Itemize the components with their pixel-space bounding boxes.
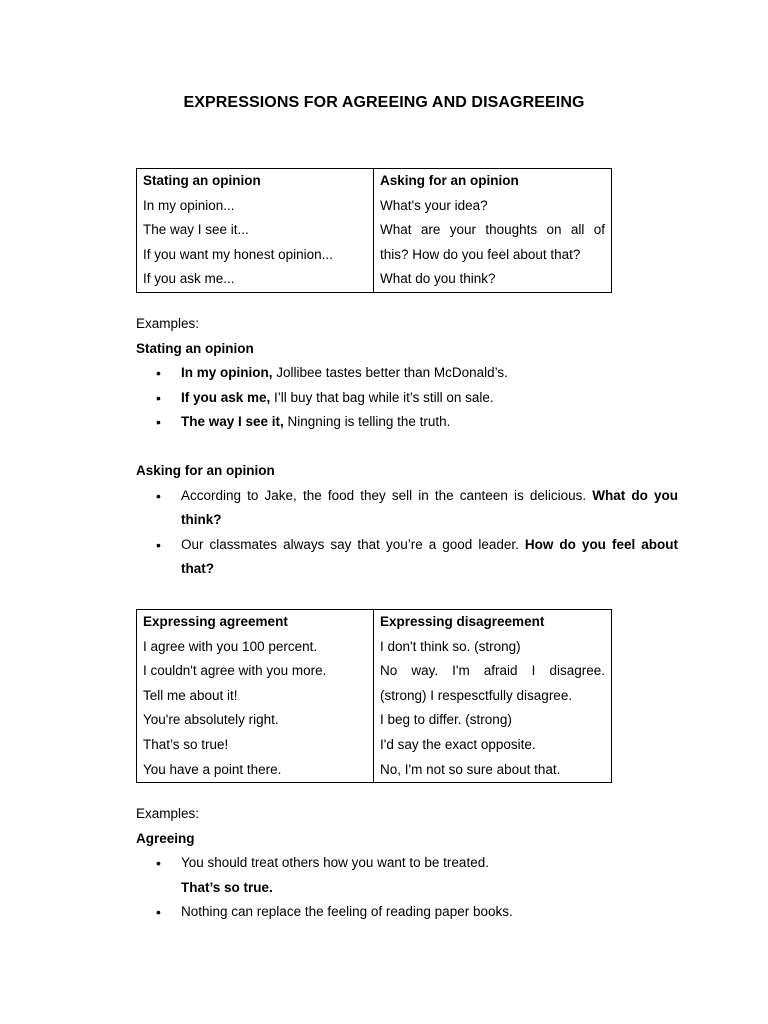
expression-text: What do you think?	[181, 487, 678, 527]
expression-text: If you ask me,	[181, 389, 271, 405]
list-item	[136, 851, 678, 876]
table-cell: I'd say the exact opposite.	[380, 736, 536, 752]
expression-text: In my opinion,	[181, 365, 273, 380]
stating-opinion-column	[137, 169, 374, 293]
table-cell: No way. I'm afraid I disagree.	[380, 663, 605, 679]
example-text: You should treat others how you want to be treated.	[181, 855, 489, 870]
table-cell: No, I'm not so sure about that.	[380, 761, 561, 777]
agreement-column	[137, 610, 374, 783]
list-item	[136, 361, 678, 386]
asking-opinion-column	[374, 169, 612, 293]
opinion-table	[136, 168, 612, 293]
section-heading: Asking for an opinion	[136, 463, 275, 478]
example-text: Nothing can replace the feeling of reading paper books.	[181, 904, 513, 919]
examples-label: Examples:	[136, 806, 200, 821]
table-cell: That’s so true!	[143, 736, 229, 752]
table-cell: I couldn't agree with you more.	[143, 663, 327, 679]
opinion-examples	[136, 312, 678, 582]
example-text: According to Jake, the food they sell in the canteen is delicious.	[181, 487, 593, 503]
table-cell: (strong) I respesctfully disagree.	[380, 687, 573, 703]
examples-label: Examples:	[136, 316, 200, 331]
example-text: I’ll buy that bag while it’s still on sale.	[270, 389, 494, 405]
bullet-icon: •	[156, 365, 161, 381]
list-item	[136, 484, 678, 533]
table-cell: You have a point there.	[143, 761, 282, 777]
asking-examples-list	[136, 484, 678, 582]
stating-examples-list	[136, 361, 678, 435]
list-item	[136, 386, 678, 411]
table-cell: What's your idea?	[380, 197, 488, 213]
column-header: Expressing disagreement	[380, 614, 545, 629]
table-cell: You're absolutely right.	[143, 712, 279, 728]
column-header: Expressing agreement	[143, 614, 288, 629]
example-text: Our classmates always say that you’re a good leader.	[181, 536, 525, 552]
list-item	[136, 410, 678, 435]
agreement-examples	[136, 802, 678, 925]
example-text: Jollibee tastes better than McDonald’s.	[272, 365, 508, 380]
table-cell: Tell me about it!	[143, 687, 238, 703]
bullet-icon: •	[156, 389, 161, 406]
list-item	[136, 900, 678, 925]
agreeing-examples-list	[136, 851, 678, 876]
bullet-icon: •	[156, 414, 161, 430]
table-cell: I don't think so. (strong)	[380, 638, 521, 654]
table-cell: this? How do you feel about that?	[380, 246, 581, 262]
response-text: That’s so true.	[181, 879, 273, 895]
bullet-icon: •	[156, 487, 161, 504]
table-cell: The way I see it...	[143, 222, 249, 238]
bullet-icon: •	[156, 536, 161, 553]
spacer	[136, 435, 678, 460]
disagreement-column	[374, 610, 612, 783]
expression-text: How do you feel about that?	[181, 536, 678, 576]
section-heading: Agreeing	[136, 830, 195, 846]
table-cell: If you want my honest opinion...	[143, 246, 333, 262]
agreement-table	[136, 609, 612, 783]
bullet-icon: •	[156, 904, 161, 920]
column-header: Asking for an opinion	[380, 173, 519, 188]
table-cell: I beg to differ. (strong)	[380, 712, 512, 728]
table-cell: I agree with you 100 percent.	[143, 638, 318, 654]
expression-text: The way I see it,	[181, 414, 284, 429]
list-item	[136, 533, 678, 582]
table-cell: What are your thoughts on all of	[380, 222, 605, 238]
table-cell: What do you think?	[380, 271, 496, 287]
page-title: EXPRESSIONS FOR AGREEING AND DISAGREEING	[183, 94, 585, 111]
agreeing-examples-list-continued	[136, 900, 678, 925]
section-heading: Stating an opinion	[136, 340, 254, 356]
bullet-icon: •	[156, 855, 161, 871]
example-text: Ningning is telling the truth.	[283, 414, 451, 429]
table-cell: In my opinion...	[143, 197, 235, 213]
table-cell: If you ask me...	[143, 271, 235, 287]
column-header: Stating an opinion	[143, 173, 261, 188]
